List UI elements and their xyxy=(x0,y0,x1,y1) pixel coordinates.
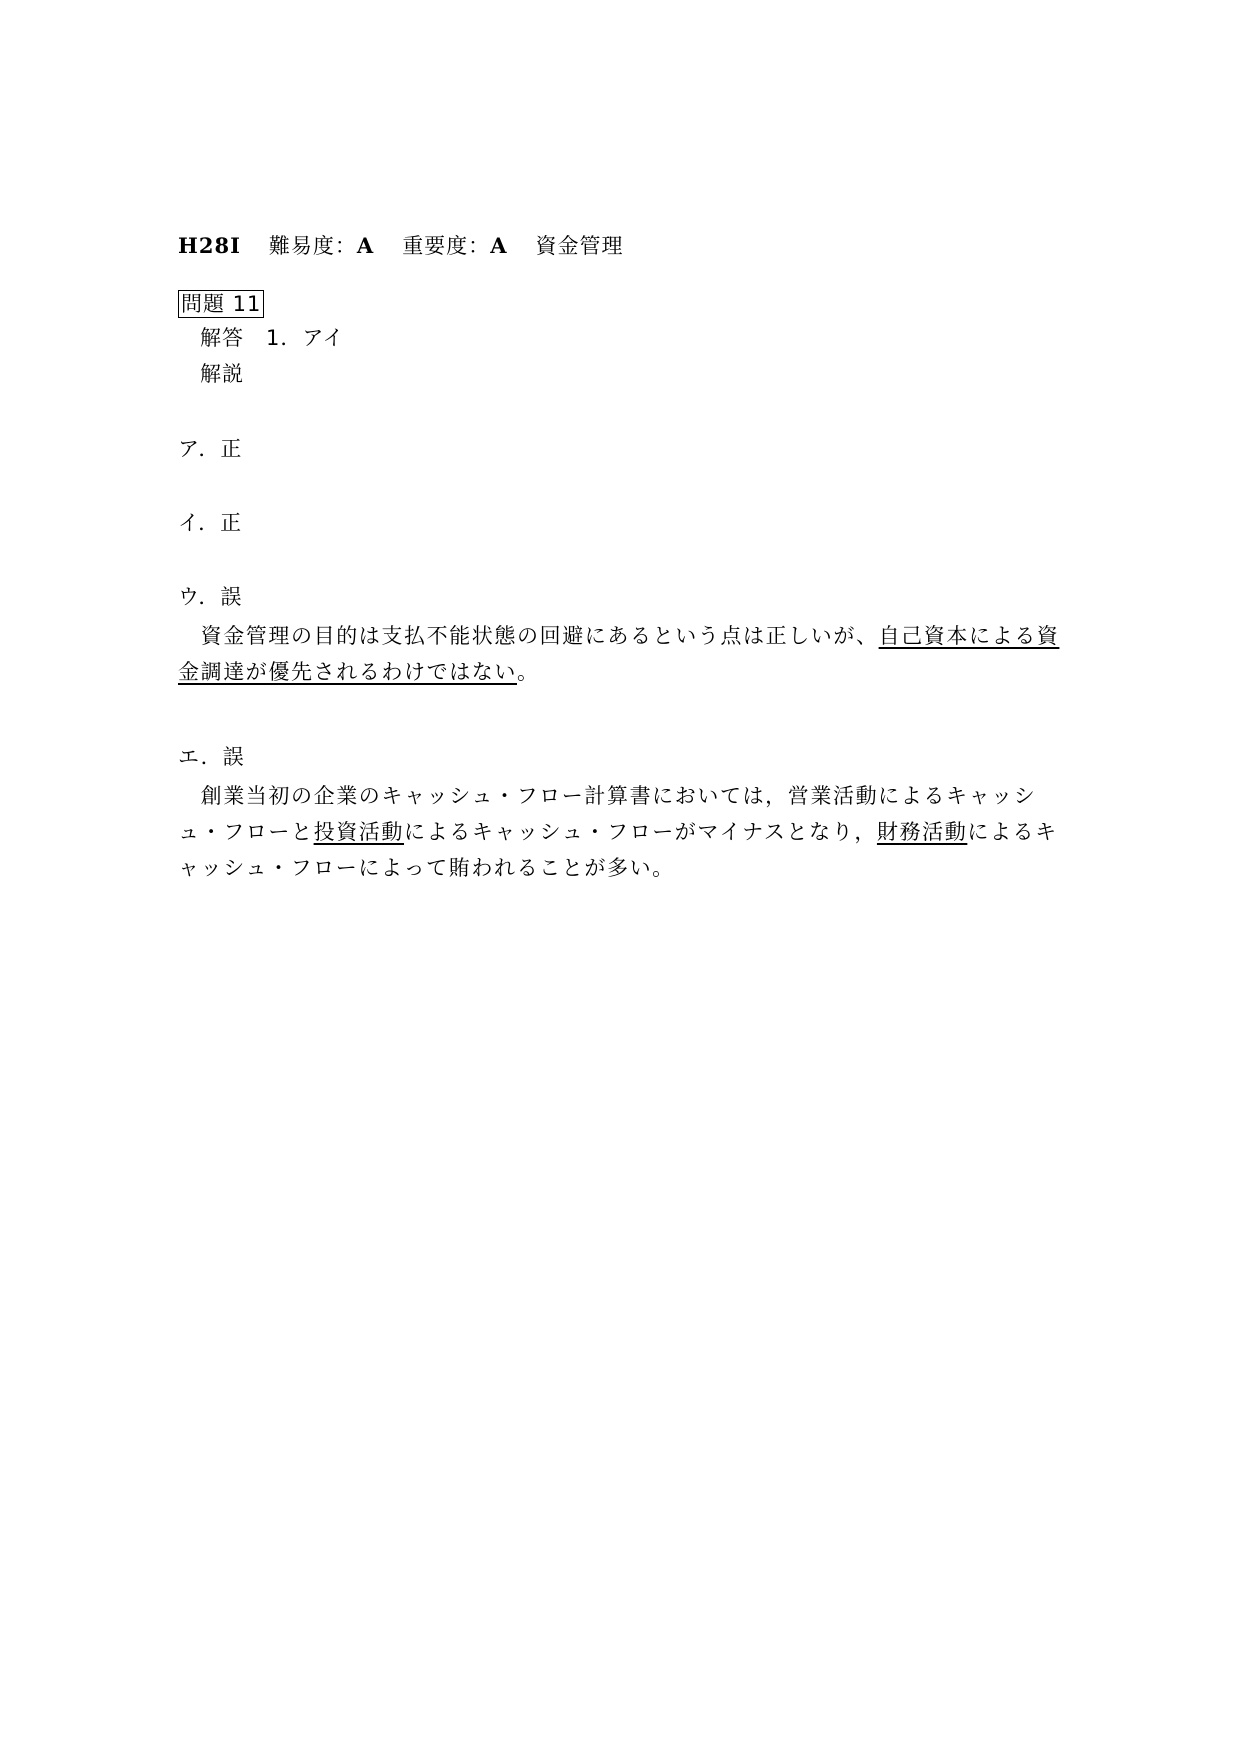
item-u-verdict: ウ．誤 xyxy=(178,585,243,609)
answer-line xyxy=(200,325,344,351)
question-number-box: 問題 11 xyxy=(178,290,264,318)
underlined-phrase: 財務活動 xyxy=(876,820,968,844)
topic: 資金管理 xyxy=(535,234,624,258)
difficulty-label: 難易度： xyxy=(268,234,357,258)
item-e-explanation: 創業当初の企業のキャッシュ・フロー計算書においては，営業活動によるキャッシュ・フローと投資活動によるキャッシュ・フローがマイナスとなり，財務活動によるキャッシュ・フローによって賄われることが多い。 xyxy=(178,784,1058,880)
importance-value: A xyxy=(490,233,508,258)
item-u-explanation: 資金管理の目的は支払不能状態の回避にあるという点は正しいが、自己資本による資金調達が優先されるわけではない。 xyxy=(178,624,1060,684)
document-header xyxy=(178,233,623,259)
answer-value: 1．アイ xyxy=(266,326,345,350)
answer-label: 解答 xyxy=(200,326,244,350)
item-e-verdict: エ．誤 xyxy=(178,745,245,769)
item-i-verdict: イ．正 xyxy=(178,511,243,535)
difficulty-value: A xyxy=(356,233,375,258)
underlined-phrase: 投資活動 xyxy=(313,820,405,844)
exam-code: H28Ⅰ xyxy=(178,233,241,258)
item-a-verdict: ア．正 xyxy=(178,437,243,461)
importance-label: 重要度： xyxy=(402,234,491,258)
explanation-label: 解説 xyxy=(200,362,244,386)
underlined-phrase: 自己資本による資金調達が優先されるわけではない xyxy=(178,624,1060,684)
